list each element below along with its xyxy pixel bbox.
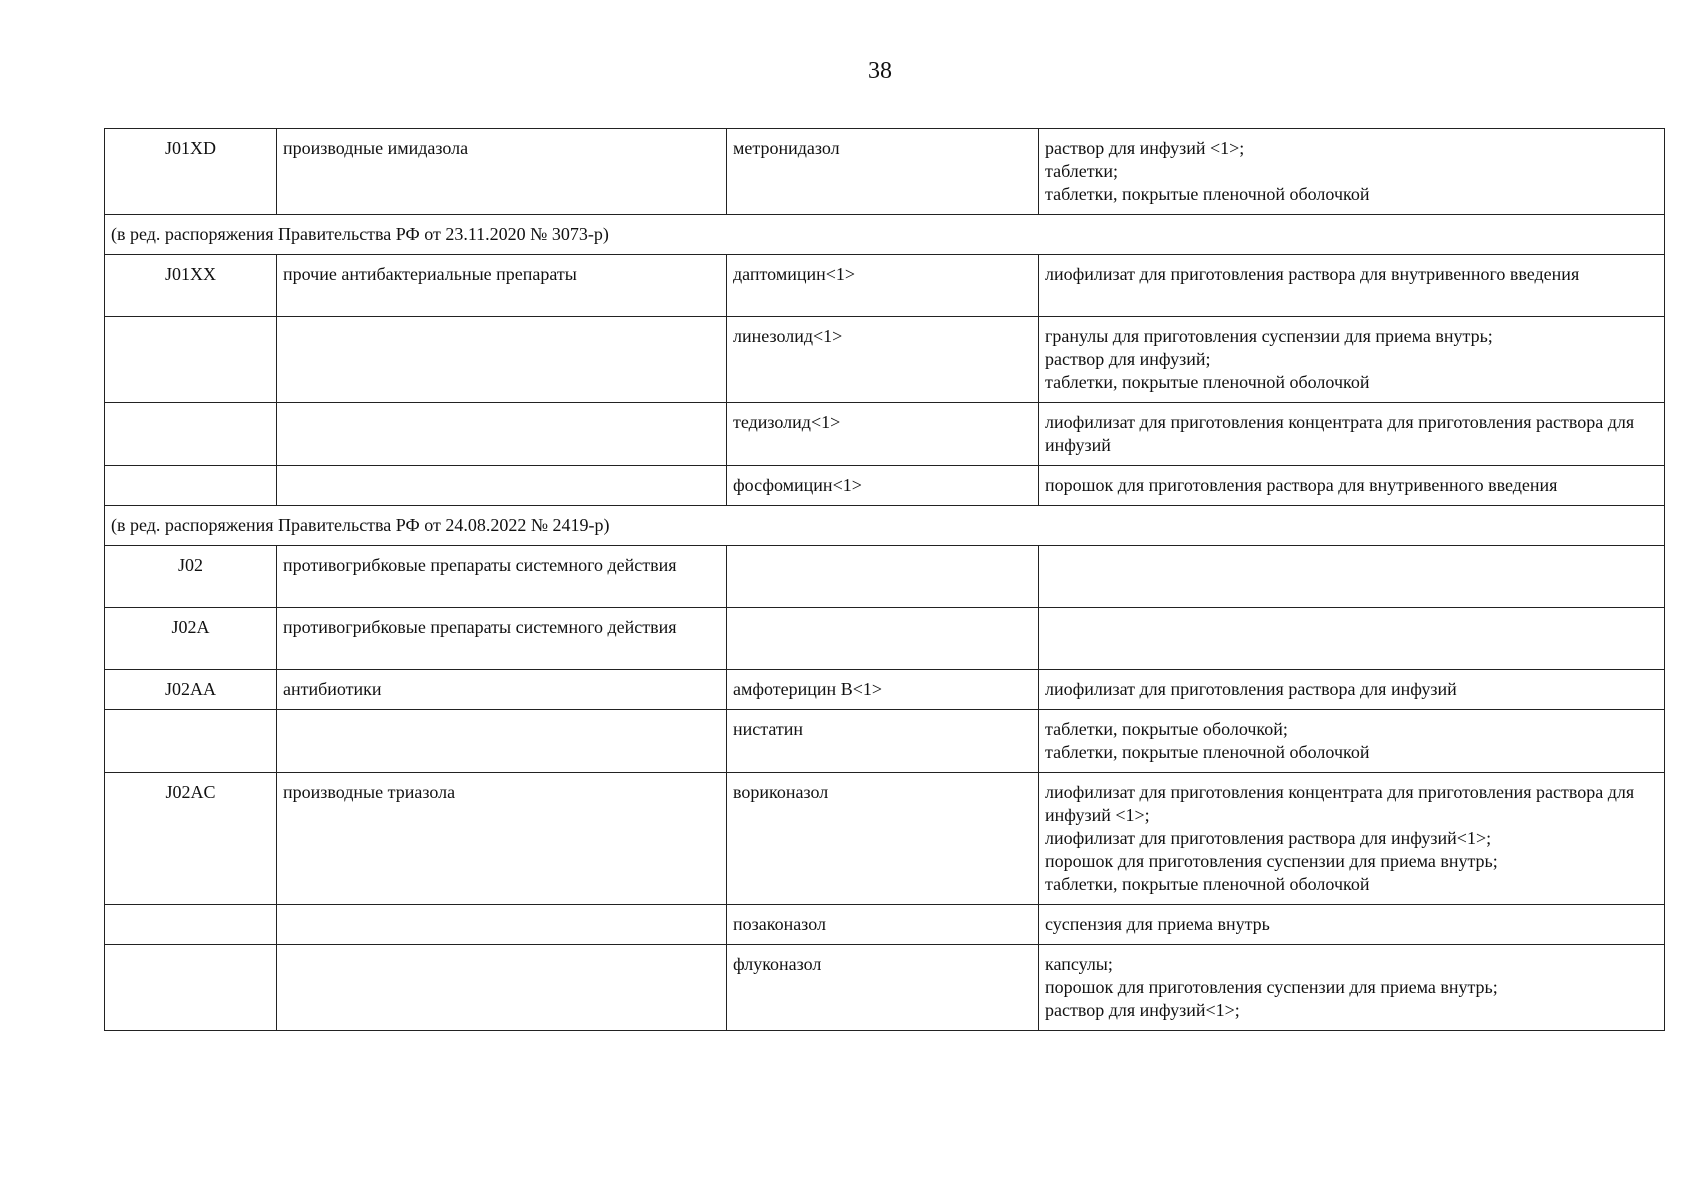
- group-name-cell: [277, 710, 727, 773]
- group-name-cell: [277, 317, 727, 403]
- dosage-form-line: гранулы для приготовления суспензии для приема внутрь;: [1045, 326, 1493, 346]
- dosage-forms-cell: [1039, 129, 1665, 215]
- dosage-form-line: порошок для приготовления раствора для внутривенного введения: [1045, 475, 1558, 495]
- drug-name-cell: амфотерицин B<1>: [727, 670, 1039, 710]
- dosage-forms-cell: [1039, 608, 1665, 670]
- drug-name-cell: нистатин: [727, 710, 1039, 773]
- dosage-form-line: таблетки, покрытые пленочной оболочкой: [1045, 372, 1370, 392]
- atc-code-cell: [105, 466, 277, 506]
- group-name-cell: производные имидазола: [277, 129, 727, 215]
- dosage-form-line: таблетки, покрытые оболочкой;: [1045, 719, 1288, 739]
- drug-name-cell: флуконазол: [727, 945, 1039, 1031]
- group-name-cell: противогрибковые препараты системного действия: [277, 546, 727, 608]
- dosage-form-line: порошок для приготовления суспензии для приема внутрь;: [1045, 851, 1498, 871]
- drug-name-cell: [727, 546, 1039, 608]
- dosage-form-line: лиофилизат для приготовления раствора для инфузий: [1045, 679, 1457, 699]
- dosage-form-line: капсулы;: [1045, 954, 1113, 974]
- table-row: [105, 608, 1665, 670]
- atc-code-cell: [105, 945, 277, 1031]
- table-body: [105, 129, 1665, 1031]
- dosage-forms-cell: [1039, 317, 1665, 403]
- table-row: [105, 710, 1665, 773]
- table-row: [105, 255, 1665, 317]
- atc-code-cell: J01XD: [105, 129, 277, 215]
- atc-code-cell: [105, 905, 277, 945]
- amendment-row: [105, 506, 1665, 546]
- atc-code-cell: J02: [105, 546, 277, 608]
- dosage-forms-cell: [1039, 466, 1665, 506]
- dosage-forms-cell: [1039, 773, 1665, 905]
- dosage-forms-cell: [1039, 546, 1665, 608]
- group-name-cell: [277, 466, 727, 506]
- table-row: [105, 670, 1665, 710]
- drug-name-cell: даптомицин<1>: [727, 255, 1039, 317]
- group-name-cell: [277, 403, 727, 466]
- drug-name-cell: фосфомицин<1>: [727, 466, 1039, 506]
- dosage-form-line: раствор для инфузий;: [1045, 349, 1211, 369]
- dosage-form-line: лиофилизат для приготовления раствора для внутривенного введения: [1045, 264, 1580, 284]
- table-row: [105, 945, 1665, 1031]
- drug-name-cell: тедизолид<1>: [727, 403, 1039, 466]
- dosage-form-line: раствор для инфузий <1>;: [1045, 138, 1245, 158]
- drug-name-cell: линезолид<1>: [727, 317, 1039, 403]
- dosage-form-line: таблетки;: [1045, 161, 1119, 181]
- atc-code-cell: J02A: [105, 608, 277, 670]
- page-number: 38: [868, 58, 892, 84]
- group-name-cell: [277, 905, 727, 945]
- group-name-cell: [277, 945, 727, 1031]
- dosage-form-line: лиофилизат для приготовления раствора для инфузий<1>;: [1045, 828, 1492, 848]
- dosage-forms-cell: [1039, 255, 1665, 317]
- dosage-forms-cell: [1039, 710, 1665, 773]
- dosage-forms-cell: [1039, 905, 1665, 945]
- table-row: [105, 905, 1665, 945]
- drug-name-cell: позаконазол: [727, 905, 1039, 945]
- drug-name-cell: вориконазол: [727, 773, 1039, 905]
- dosage-form-line: лиофилизат для приготовления концентрата для приготовления раствора для инфузий <1>;: [1045, 782, 1635, 825]
- dosage-form-line: лиофилизат для приготовления концентрата для приготовления раствора для инфузий: [1045, 412, 1635, 455]
- dosage-forms-cell: [1039, 403, 1665, 466]
- atc-code-cell: J01XX: [105, 255, 277, 317]
- drug-name-cell: метронидазол: [727, 129, 1039, 215]
- amendment-note: (в ред. распоряжения Правительства РФ от 23.11.2020 № 3073-р): [105, 215, 1665, 255]
- dosage-forms-cell: [1039, 670, 1665, 710]
- group-name-cell: антибиотики: [277, 670, 727, 710]
- atc-code-cell: [105, 710, 277, 773]
- table-row: [105, 773, 1665, 905]
- dosage-form-line: раствор для инфузий<1>;: [1045, 1000, 1240, 1020]
- group-name-cell: противогрибковые препараты системного действия: [277, 608, 727, 670]
- drug-table: [104, 128, 1665, 1031]
- drug-name-cell: [727, 608, 1039, 670]
- table-row: [105, 466, 1665, 506]
- table-row: [105, 546, 1665, 608]
- atc-code-cell: J02AA: [105, 670, 277, 710]
- table-row: [105, 129, 1665, 215]
- table-row: [105, 403, 1665, 466]
- dosage-form-line: суспензия для приема внутрь: [1045, 914, 1270, 934]
- group-name-cell: производные триазола: [277, 773, 727, 905]
- dosage-form-line: таблетки, покрытые пленочной оболочкой: [1045, 184, 1370, 204]
- group-name-cell: прочие антибактериальные препараты: [277, 255, 727, 317]
- dosage-form-line: таблетки, покрытые пленочной оболочкой: [1045, 874, 1370, 894]
- atc-code-cell: J02AC: [105, 773, 277, 905]
- dosage-form-line: порошок для приготовления суспензии для приема внутрь;: [1045, 977, 1498, 997]
- amendment-note: (в ред. распоряжения Правительства РФ от 24.08.2022 № 2419-р): [105, 506, 1665, 546]
- amendment-row: [105, 215, 1665, 255]
- atc-code-cell: [105, 403, 277, 466]
- table-row: [105, 317, 1665, 403]
- dosage-form-line: таблетки, покрытые пленочной оболочкой: [1045, 742, 1370, 762]
- dosage-forms-cell: [1039, 945, 1665, 1031]
- atc-code-cell: [105, 317, 277, 403]
